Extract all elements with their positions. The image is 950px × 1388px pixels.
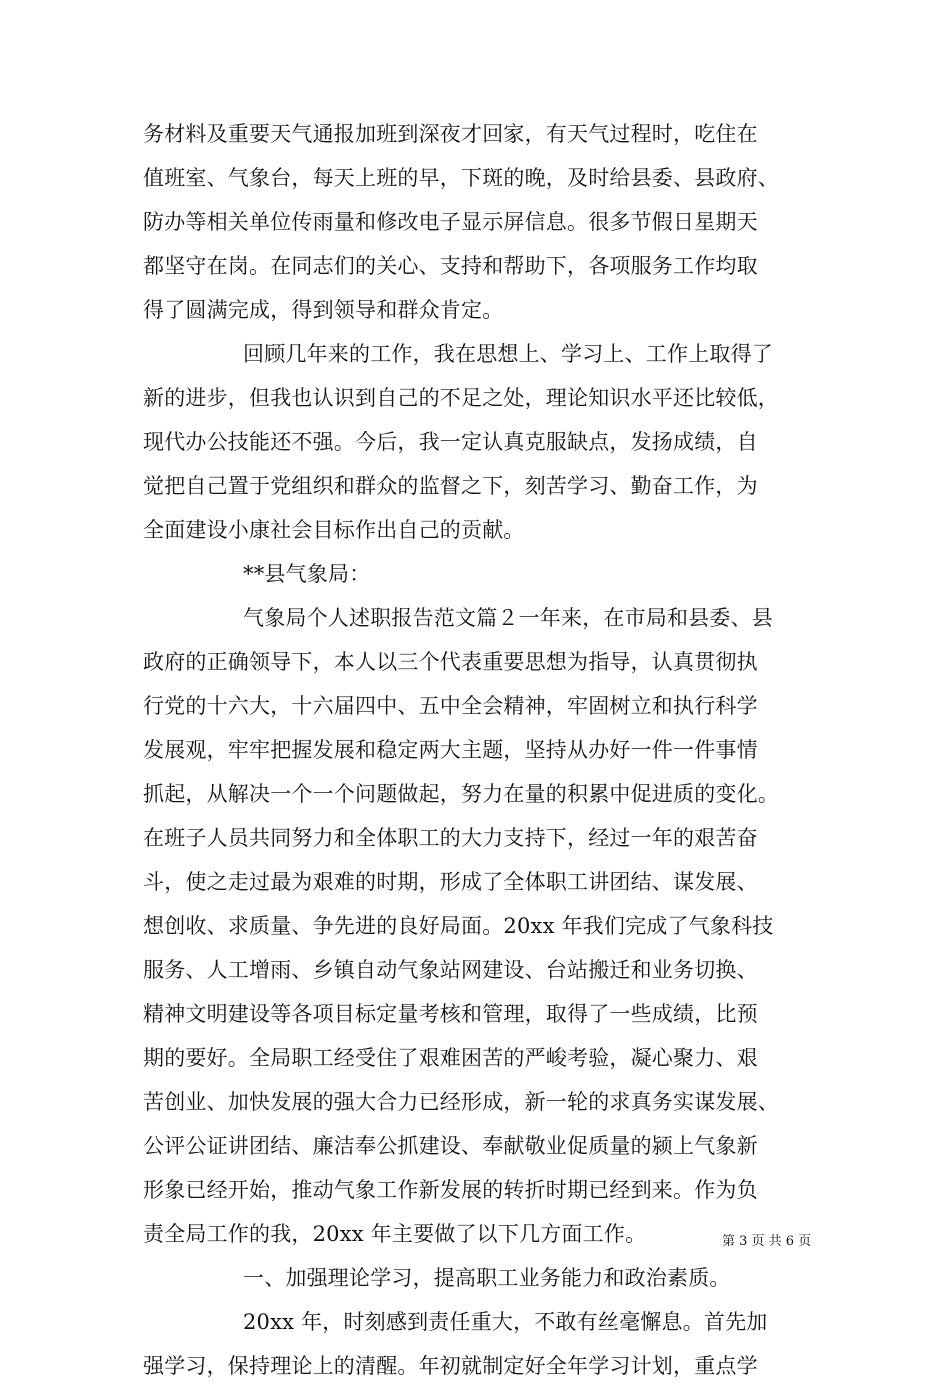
text-line: 20xx 年，时刻感到责任重大，不敢有丝毫懈息。首先加 xyxy=(243,1310,768,1334)
text-line: 新的进步，但我也认识到自己的不足之处，理论知识水平还比较低， xyxy=(143,386,779,410)
text-line: 斗，使之走过最为艰难的时期，形成了全体职工讲团结、谋发展、 xyxy=(143,870,758,894)
text-line: 苦创业、加快发展的强大合力已经形成，新一轮的求真务实谋发展、 xyxy=(143,1090,779,1114)
text-line: 得了圆满完成，得到领导和群众肯定。 xyxy=(143,298,504,322)
text-line: 现代办公技能还不强。今后，我一定认真克服缺点，发扬成绩，自 xyxy=(143,430,758,454)
text-line: 回顾几年来的工作，我在思想上、学习上、工作上取得了 xyxy=(243,342,773,366)
text-line: 都坚守在岗。在同志们的关心、支持和帮助下，各项服务工作均取 xyxy=(143,254,758,278)
text-line: 政府的正确领导下，本人以三个代表重要思想为指导，认真贯彻执 xyxy=(143,650,758,674)
text-line: 想创收、求质量、争先进的良好局面。20xx 年我们完成了气象科技 xyxy=(143,914,774,938)
text-line: 责全局工作的我，20xx 年主要做了以下几方面工作。 xyxy=(143,1222,647,1246)
text-line: 觉把自己置于党组织和群众的监督之下，刻苦学习、勤奋工作，为 xyxy=(143,474,758,498)
text-line: 精神文明建设等各项目标定量考核和管理，取得了一些成绩，比预 xyxy=(143,1002,758,1026)
text-line: 气象局个人述职报告范文篇２一年来，在市局和县委、县 xyxy=(243,606,773,630)
text-line: 发展观，牢牢把握发展和稳定两大主题，坚持从办好一件一件事情 xyxy=(143,738,758,762)
text-line: 防办等相关单位传雨量和修改电子显示屏信息。很多节假日星期天 xyxy=(143,210,758,234)
text-line: 值班室、气象台，每天上班的早，下斑的晚，及时给县委、县政府、 xyxy=(143,166,779,190)
text-line: 强学习，保持理论上的清醒。年初就制定好全年学习计划，重点学 xyxy=(143,1354,758,1378)
text-line: 公评公证讲团结、廉洁奉公抓建设、奉献敬业促质量的颍上气象新 xyxy=(143,1134,758,1158)
text-line: 行党的十六大，十六届四中、五中全会精神，牢固树立和执行科学 xyxy=(143,694,758,718)
page-number: 第 3 页 共 6 页 xyxy=(722,1234,812,1249)
text-line: 全面建设小康社会目标作出自己的贡献。 xyxy=(143,518,525,542)
addressee-line: **县气象局： xyxy=(243,562,371,586)
text-line: 形象已经开始，推动气象工作新发展的转折时期已经到来。作为负 xyxy=(143,1178,758,1202)
section-heading: 一、加强理论学习，提高职工业务能力和政治素质。 xyxy=(243,1266,731,1290)
text-line: 务材料及重要天气通报加班到深夜才回家，有天气过程时，吃住在 xyxy=(143,122,758,146)
text-line: 服务、人工增雨、乡镇自动气象站网建设、台站搬迁和业务切换、 xyxy=(143,958,758,982)
text-line: 在班子人员共同努力和全体职工的大力支持下，经过一年的艰苦奋 xyxy=(143,826,758,850)
text-line: 抓起，从解决一个一个问题做起，努力在量的积累中促进质的变化。 xyxy=(143,782,779,806)
document-body xyxy=(143,112,815,1388)
text-line: 期的要好。全局职工经受住了艰难困苦的严峻考验，凝心聚力、艰 xyxy=(143,1046,758,1070)
